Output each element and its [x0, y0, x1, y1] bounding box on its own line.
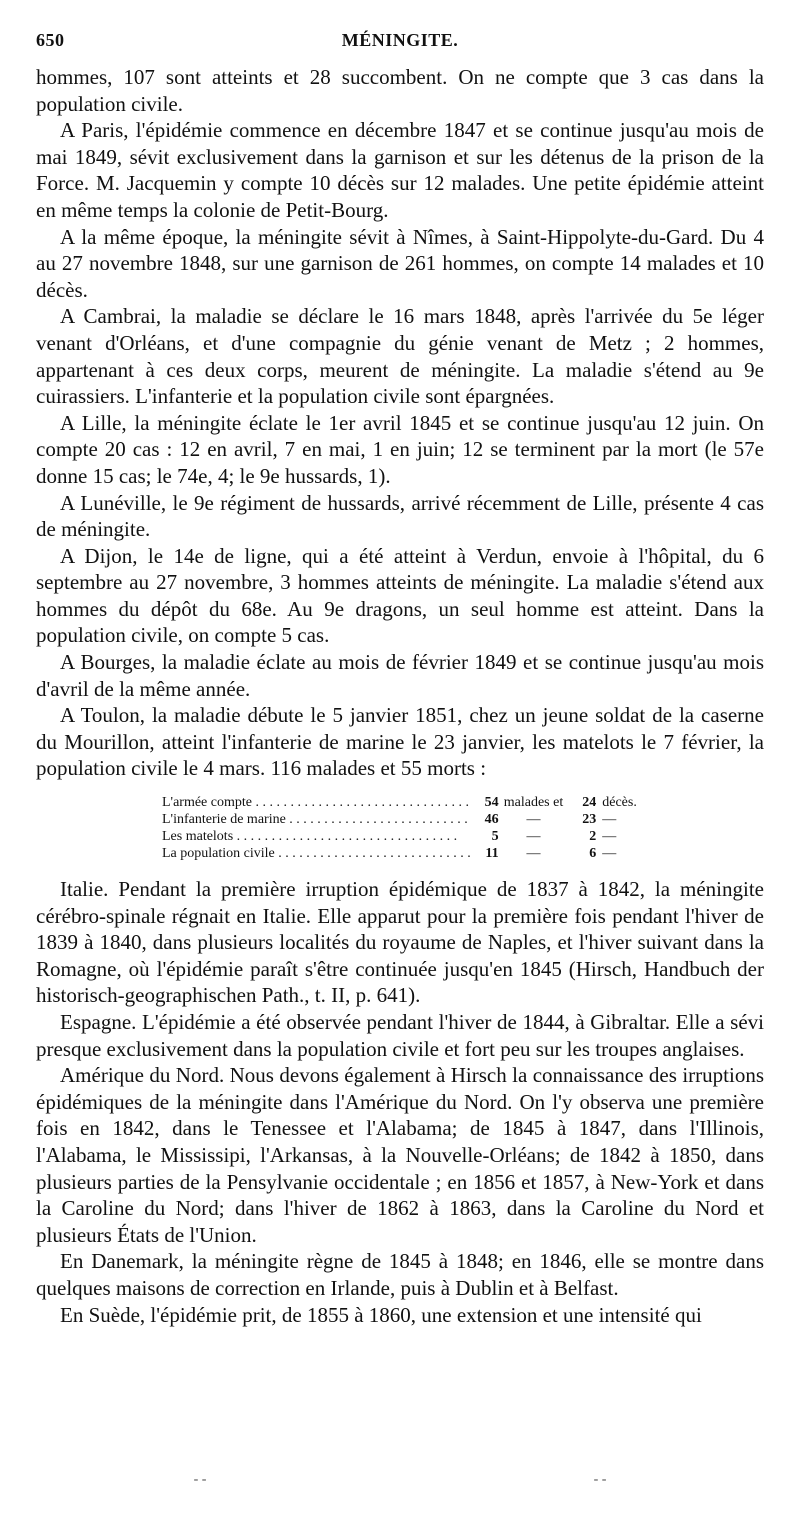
table-row — [162, 794, 662, 811]
running-header — [36, 30, 764, 56]
malades-value: 5 — [491, 829, 499, 845]
footer-marks — [0, 1472, 800, 1488]
deces-unit: — — [602, 829, 617, 845]
row-label: L'armée compte . . . — [162, 794, 471, 811]
body-text — [36, 64, 764, 1328]
malades-value: 46 — [484, 812, 499, 828]
page-number: 650 — [36, 30, 65, 50]
row-label: La population civile . . . — [162, 845, 471, 862]
malades-value: 11 — [485, 846, 499, 862]
malades-unit: — — [526, 846, 541, 862]
malades-unit: — — [526, 812, 541, 828]
malades-unit: malades et — [503, 795, 564, 811]
casualty-table — [162, 794, 662, 862]
malades-unit: — — [526, 829, 541, 845]
deces-unit: — — [602, 846, 617, 862]
table-row — [162, 845, 662, 862]
running-title: MÉNINGITE. — [341, 30, 459, 50]
paragraph: hommes, 107 sont atteints et 28 succombent. On ne compte que 3 cas dans la population civile. — [36, 65, 764, 116]
paragraph: En Suède, l'épidémie prit, de 1855 à 1860, une extension et une intensité qui — [60, 1302, 702, 1327]
paragraph: A Paris, l'épidémie commence en décembre 1847 et se continue jusqu'au mois de mai 1849, sévit exclusivement dans la garnison et sur les détenus de la prison de la Force. M. Jacquemin y compte 10 décès sur 12 malades. Une petite épidémie atteint en même temps la colonie de Petit-Bourg. — [36, 118, 764, 222]
paragraph: A la même époque, la méningite sévit à Nîmes, à Saint-Hippolyte-du-Gard. Du 4 au 27 novembre 1848, sur une garnison de 261 hommes, on compte 14 malades et 10 décès. — [36, 224, 764, 302]
paragraph: A Cambrai, la maladie se déclare le 16 mars 1848, après l'arrivée du 5e léger venant d'Orléans, et d'une compagnie du génie venant de Metz ; 2 hommes, appartenant à ces deux corps, meurent de méningite. La maladie s'étend au 9e cuirassiers. L'infanterie et la population civile sont épargnées. — [36, 304, 764, 409]
deces-value: 24 — [582, 795, 597, 811]
deces-value: 23 — [582, 812, 597, 828]
paragraph: A Dijon, le 14e de ligne, qui a été atteint à Verdun, envoie à l'hôpital, du 6 septembre au 27 novembre, 3 hommes atteints de méningite. La maladie s'étend aux hommes du dépôt du 68e. Au 9e dragons, un seul homme est atteint. Dans la population civile, on compte 5 cas. — [36, 543, 764, 648]
deces-unit: décès. — [602, 795, 637, 811]
paragraph: Espagne. L'épidémie a été observée pendant l'hiver de 1844, à Gibraltar. Elle a sévi presque exclusivement dans la population civile et fort peu sur les troupes anglaises. — [36, 1010, 764, 1061]
deces-value: 6 — [589, 846, 597, 862]
deces-unit: — — [602, 812, 617, 828]
malades-value: 54 — [484, 795, 499, 811]
paragraph: Amérique du Nord. Nous devons également à Hirsch la connaissance des irruptions épidémiques de la méningite dans l'Amérique du Nord. On l'y observa une première fois en 1842, dans le Tenessee et l'Alabama; de 1845 à 1847, dans l'Illinois, l'Alabama, le Mississipi, l'Arkansas, à la Nouvelle-Orléans; de 1842 à 1850, dans plusieurs parties de la Pensylvanie occidentale ; en 1856 et 1857, à New-York et dans la Caroline du Nord; dans l'hiver de 1862 à 1863, dans la Caroline du Nord et plusieurs États de l'Union. — [36, 1063, 764, 1247]
paragraph: A Lille, la méningite éclate le 1er avril 1845 et se continue jusqu'au 12 juin. On compte 20 cas : 12 en avril, 7 en mai, 1 en juin; 12 se terminent par la mort (le 57e donne 15 cas; le 74e, 4; le 9e hussards, 1). — [36, 410, 764, 488]
table-row — [162, 811, 662, 828]
footer-mark-right: - - — [593, 1472, 607, 1487]
paragraph: A Lunéville, le 9e régiment de hussards, arrivé récemment de Lille, présente 4 cas de méningite. — [36, 490, 764, 542]
paragraph: A Toulon, la maladie débute le 5 janvier 1851, chez un jeune soldat de la caserne du Mourillon, atteint l'infanterie de marine le 23 janvier, les matelots le 7 février, la population civile le 4 mars. 116 malades et 55 morts : — [36, 703, 764, 781]
row-label: L'infanterie de marine . . . — [162, 811, 471, 828]
row-label: Les matelots . . . — [162, 828, 471, 845]
table-row — [162, 828, 662, 845]
deces-value: 2 — [589, 829, 597, 845]
paragraph: A Bourges, la maladie éclate au mois de février 1849 et se continue jusqu'au mois d'avril de la même année. — [36, 650, 764, 701]
paragraph: En Danemark, la méningite règne de 1845 à 1848; en 1846, elle se montre dans quelques maisons de correction en Irlande, puis à Dublin et à Belfast. — [36, 1249, 764, 1300]
footer-mark-left: - - — [193, 1472, 207, 1487]
paragraph: Italie. Pendant la première irruption épidémique de 1837 à 1842, la méningite cérébro-spinale régnait en Italie. Elle apparut pour la première fois pendant l'hiver de 1839 à 1840, dans plusieurs localités du royaume de Naples, et l'hiver suivant dans la Romagne, où l'épidémie paraît s'être continuée jusqu'en 1845 (Hirsch, Handbuch der historisch-geographischen Path., t. II, p. 641). — [36, 877, 764, 1008]
